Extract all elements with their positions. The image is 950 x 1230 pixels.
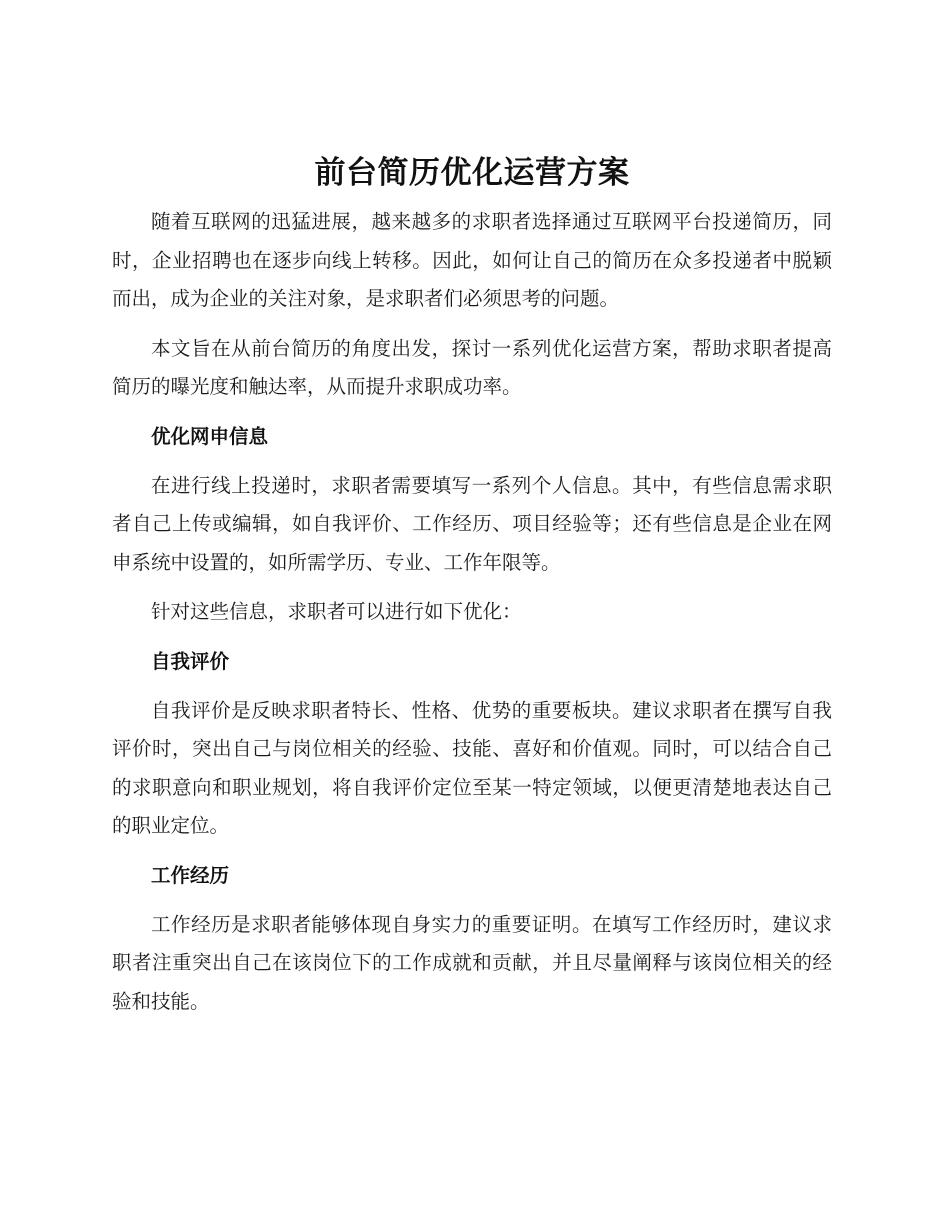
intro-paragraph-1: 随着互联网的迅猛进展，越来越多的求职者选择通过互联网平台投递简历，同时，企业招聘也在逐步向线上转移。因此，如何让自己的简历在众多投递者中脱颖而出，成为企业的关注对象，是求职者们必须思考的问题。 — [112, 210, 832, 310]
intro-paragraph-2: 本文旨在从前台简历的角度出发，探讨一系列优化运营方案，帮助求职者提高简历的曝光度和触达率，从而提升求职成功率。 — [112, 336, 832, 398]
section-heading-online-application: 优化网申信息 — [151, 424, 269, 448]
online-application-paragraph-1: 在进行线上投递时，求职者需要填写一系列个人信息。其中，有些信息需求职者自己上传或编辑，如自我评价、工作经历、项目经验等；还有些信息是企业在网申系统中设置的，如所需学历、专业、工作年限等。 — [112, 473, 832, 574]
document-title: 前台简历优化运营方案 — [314, 155, 630, 191]
online-application-paragraph-2: 针对这些信息，求职者可以进行如下优化： — [151, 600, 522, 623]
work-experience-paragraph: 工作经历是求职者能够体现自身实力的重要证明。在填写工作经历时，建议求职者注重突出自己在该岗位下的工作成就和贡献，并且尽量阐释与该岗位相关的经验和技能。 — [112, 912, 832, 1013]
section-heading-work-experience: 工作经历 — [151, 863, 230, 887]
self-evaluation-paragraph: 自我评价是反映求职者特长、性格、优势的重要板块。建议求职者在撰写自我评价时，突出自己与岗位相关的经验、技能、喜好和价值观。同时，可以结合自己的求职意向和职业规划，将自我评价定位至某一特定领域，以便更清楚地表达自己的职业定位。 — [112, 698, 832, 837]
document-body — [112, 150, 832, 1021]
section-heading-self-evaluation: 自我评价 — [151, 649, 230, 673]
